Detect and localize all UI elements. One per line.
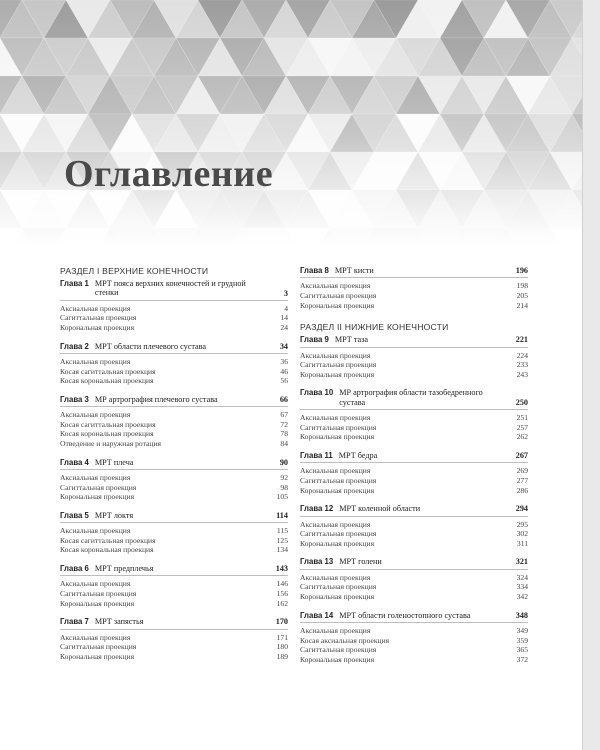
chapter-heading-row[interactable] xyxy=(60,342,288,354)
subentry-label: Сагиттальная проекция xyxy=(60,313,137,323)
chapter-title: МРТ предплечья xyxy=(94,564,154,574)
subentry-page-number: 372 xyxy=(516,654,528,664)
subentry-label: Сагиттальная проекция xyxy=(300,422,377,432)
toc-subentry[interactable] xyxy=(60,323,288,333)
chapter-page-number: 90 xyxy=(279,457,288,467)
toc-chapter xyxy=(60,395,288,449)
toc-chapter xyxy=(60,279,288,333)
subentry-page-number: 233 xyxy=(516,360,528,370)
subentry-page-number: 277 xyxy=(516,476,528,486)
subentry-label: Корональная проекция xyxy=(60,598,135,608)
subentry-page-number: 342 xyxy=(516,592,528,602)
subentry-label: Отведение и наружная ротация xyxy=(60,439,162,449)
toc-subentry[interactable] xyxy=(300,351,528,361)
toc-subentry[interactable] xyxy=(60,652,288,662)
toc-subentry[interactable] xyxy=(300,655,528,665)
subentry-label: Сагиттальная проекция xyxy=(60,642,137,652)
chapter-page-number: 221 xyxy=(515,335,528,345)
chapter-heading-row[interactable] xyxy=(60,511,288,523)
chapter-heading-row[interactable] xyxy=(300,451,528,463)
subentry-label: Косая сагиттальная проекция xyxy=(60,419,156,429)
chapter-title: МРТ бедра xyxy=(338,451,378,461)
toc-left-column xyxy=(60,266,288,670)
subentry-label: Сагиттальная проекция xyxy=(300,291,377,301)
subentry-label: Сагиттальная проекция xyxy=(300,582,377,592)
toc-subentry[interactable] xyxy=(60,410,288,420)
subentry-page-number: 24 xyxy=(280,323,288,333)
chapter-page-number: 267 xyxy=(515,451,528,461)
subentry-page-number: 251 xyxy=(516,413,528,423)
subentry-label: Корональная проекция xyxy=(300,369,375,379)
chapter-page-number: 143 xyxy=(275,564,288,574)
section-heading-upper-limbs: РАЗДЕЛ I ВЕРХНИЕ КОНЕЧНОСТИ xyxy=(60,266,209,276)
subentry-label: Сагиттальная проекция xyxy=(60,482,137,492)
section-heading-lower-limbs: РАЗДЕЛ II НИЖНИЕ КОНЕЧНОСТИ xyxy=(300,322,449,333)
chapter-heading-row[interactable] xyxy=(60,395,288,407)
subentry-page-number: 146 xyxy=(276,579,288,589)
subentry-page-number: 56 xyxy=(280,376,288,386)
subentry-page-number: 189 xyxy=(276,651,288,661)
subentry-page-number: 156 xyxy=(276,589,288,599)
chapter-number: Глава 12 xyxy=(300,504,334,514)
toc-subentry[interactable] xyxy=(60,492,288,502)
toc-chapter xyxy=(300,611,528,665)
toc-subentry[interactable] xyxy=(60,642,288,652)
toc-subentry[interactable] xyxy=(60,483,288,493)
toc-subentry[interactable] xyxy=(300,539,528,549)
toc-subentry[interactable] xyxy=(60,367,288,377)
subentry-page-number: 36 xyxy=(280,357,288,367)
subentry-page-number: 311 xyxy=(516,538,528,548)
toc-subentry[interactable] xyxy=(60,304,288,314)
page-title: Оглавление xyxy=(64,153,274,195)
subentry-page-number: 105 xyxy=(276,492,288,502)
chapter-number: Глава 11 xyxy=(300,451,333,461)
toc-subentry[interactable] xyxy=(300,432,528,442)
toc-chapter xyxy=(60,617,288,661)
chapter-number: Глава 1 xyxy=(60,279,89,288)
toc-subentry[interactable] xyxy=(300,301,528,311)
toc-subentry[interactable] xyxy=(60,429,288,439)
subentry-page-number: 205 xyxy=(516,291,528,301)
subentry-page-number: 67 xyxy=(280,410,288,420)
subentry-label: Аксиальная проекция xyxy=(60,632,131,642)
subentry-label: Корональная проекция xyxy=(60,492,135,502)
toc-subentry[interactable] xyxy=(300,370,528,380)
toc-chapter xyxy=(300,451,528,495)
subentry-label: Корональная проекция xyxy=(60,323,135,333)
toc-subentry[interactable] xyxy=(60,473,288,483)
chapter-title: МРТ запястья xyxy=(94,617,144,627)
subentry-page-number: 243 xyxy=(516,369,528,379)
subentry-label: Аксиальная проекция xyxy=(60,579,131,589)
subentry-label: Аксиальная проекция xyxy=(60,473,131,483)
chapter-title: МРТ голени xyxy=(339,557,382,567)
toc-right-column xyxy=(300,266,528,673)
chapter-number: Глава 7 xyxy=(60,617,89,627)
chapter-title: МРТ кисти xyxy=(334,266,374,275)
chapter-heading-row[interactable] xyxy=(60,279,288,301)
toc-subentry[interactable] xyxy=(60,589,288,599)
toc-subentry[interactable] xyxy=(300,520,528,530)
subentry-label: Корональная проекция xyxy=(300,592,375,602)
chapter-heading-row[interactable] xyxy=(300,335,528,347)
toc-subentry[interactable] xyxy=(60,313,288,323)
toc-subentry[interactable] xyxy=(60,545,288,555)
chapter-number: Глава 4 xyxy=(60,457,89,467)
subentry-page-number: 92 xyxy=(280,473,288,483)
subentry-label: Косая сагиттальная проекция xyxy=(60,535,156,545)
subentry-label: Аксиальная проекция xyxy=(300,413,371,423)
chapter-heading-row[interactable] xyxy=(300,504,528,516)
subentry-label: Аксиальная проекция xyxy=(300,626,371,636)
chapter-list-left xyxy=(60,279,288,661)
subentry-page-number: 269 xyxy=(516,466,528,476)
toc-subentry[interactable] xyxy=(60,599,288,609)
chapter-number: Глава 14 xyxy=(300,610,334,620)
chapter-number: Глава 6 xyxy=(60,564,89,574)
toc-subentry[interactable] xyxy=(60,357,288,367)
toc-subentry[interactable] xyxy=(300,413,528,423)
subentry-page-number: 46 xyxy=(280,366,288,376)
subentry-label: Сагиттальная проекция xyxy=(300,645,377,655)
toc-subentry[interactable] xyxy=(60,536,288,546)
subentry-page-number: 134 xyxy=(276,545,288,555)
subentry-page-number: 115 xyxy=(276,526,288,536)
subentry-page-number: 224 xyxy=(516,350,528,360)
subentry-label: Аксиальная проекция xyxy=(60,357,131,367)
subentry-page-number: 78 xyxy=(280,429,288,439)
chapter-title: МРТ таза xyxy=(334,335,369,345)
chapter-page-number: 114 xyxy=(276,510,288,520)
subentry-page-number: 162 xyxy=(276,598,288,608)
chapter-number: Глава 9 xyxy=(300,335,329,345)
toc-chapter xyxy=(300,388,528,442)
subentry-label: Аксиальная проекция xyxy=(60,410,131,420)
subentry-label: Аксиальная проекция xyxy=(300,572,371,582)
subentry-label: Косая корональная проекция xyxy=(60,429,154,439)
subentry-label: Корональная проекция xyxy=(300,654,375,664)
subentry-page-number: 286 xyxy=(516,485,528,495)
chapter-heading-row[interactable] xyxy=(60,458,288,470)
toc-chapter xyxy=(300,557,528,601)
toc-subentry[interactable] xyxy=(60,633,288,643)
chapter-title: МРТ области плечевого сустава xyxy=(94,341,207,351)
chapter-title: МРТ коленной области xyxy=(339,504,421,514)
chapter-page-number: 3 xyxy=(283,288,288,298)
subentry-page-number: 302 xyxy=(516,529,528,539)
subentry-page-number: 125 xyxy=(276,535,288,545)
subentry-page-number: 72 xyxy=(280,419,288,429)
chapter-title: МРТ локтя xyxy=(94,510,134,520)
toc-chapter xyxy=(300,266,528,310)
toc-subentry[interactable] xyxy=(60,579,288,589)
subentry-label: Аксиальная проекция xyxy=(300,350,371,360)
subentry-label: Корональная проекция xyxy=(60,651,135,661)
subentry-label: Сагиттальная проекция xyxy=(300,476,377,486)
chapter-heading-row[interactable] xyxy=(60,617,288,629)
toc-subentry[interactable] xyxy=(300,573,528,583)
chapter-title: МРТ области голеностопного сустава xyxy=(339,610,471,620)
subentry-page-number: 171 xyxy=(276,632,288,642)
chapter-list-right-top xyxy=(300,266,528,310)
subentry-label: Аксиальная проекция xyxy=(60,526,131,536)
toc-subentry[interactable] xyxy=(300,466,528,476)
chapter-number: Глава 10 xyxy=(300,388,334,398)
chapter-heading-row[interactable] xyxy=(60,564,288,576)
subentry-label: Корональная проекция xyxy=(300,538,375,548)
subentry-label: Косая сагиттальная проекция xyxy=(60,366,156,376)
toc-subentry[interactable] xyxy=(300,423,528,433)
subentry-page-number: 4 xyxy=(284,303,288,313)
subentry-label: Сагиттальная проекция xyxy=(60,589,137,599)
subentry-label: Косая корональная проекция xyxy=(60,545,154,555)
chapter-title: МРТ плеча xyxy=(94,457,134,467)
subentry-label: Сагиттальная проекция xyxy=(300,360,377,370)
toc-subentry[interactable] xyxy=(300,476,528,486)
chapter-page-number: 196 xyxy=(515,266,528,275)
chapter-heading-row[interactable] xyxy=(300,557,528,569)
toc-subentry[interactable] xyxy=(300,626,528,636)
toc-subentry[interactable] xyxy=(60,420,288,430)
toc-chapter xyxy=(60,342,288,386)
subentry-page-number: 365 xyxy=(516,645,528,655)
chapter-title: МР артрография области тазобедренного сустава xyxy=(339,388,483,407)
subentry-page-number: 295 xyxy=(516,519,528,529)
toc-chapter xyxy=(300,335,528,379)
subentry-page-number: 257 xyxy=(516,422,528,432)
chapter-heading-row[interactable] xyxy=(300,611,528,623)
header-banner xyxy=(0,0,582,245)
toc-subentry[interactable] xyxy=(300,281,528,291)
subentry-page-number: 198 xyxy=(516,281,528,291)
chapter-title: МРТ пояса верхних конечностей и грудной стенки xyxy=(94,279,246,298)
chapter-page-number: 34 xyxy=(279,341,288,351)
toc-chapter xyxy=(60,564,288,608)
subentry-label: Аксиальная проекция xyxy=(300,466,371,476)
toc-subentry[interactable] xyxy=(300,645,528,655)
chapter-page-number: 66 xyxy=(279,394,288,404)
toc-subentry[interactable] xyxy=(300,582,528,592)
subentry-label: Аксиальная проекция xyxy=(300,281,371,291)
chapter-page-number: 321 xyxy=(515,557,528,567)
toc-subentry[interactable] xyxy=(60,526,288,536)
toc-subentry[interactable] xyxy=(300,486,528,496)
chapter-number: Глава 13 xyxy=(300,557,334,567)
chapter-list-right xyxy=(300,335,528,664)
subentry-label: Корональная проекция xyxy=(300,300,375,310)
subentry-label: Аксиальная проекция xyxy=(300,519,371,529)
subentry-page-number: 262 xyxy=(516,432,528,442)
subentry-page-number: 14 xyxy=(280,313,288,323)
toc-chapter xyxy=(60,458,288,502)
chapter-heading-row[interactable] xyxy=(300,266,528,278)
subentry-page-number: 84 xyxy=(280,439,288,449)
toc-chapter xyxy=(60,511,288,555)
chapter-page-number: 250 xyxy=(515,398,528,408)
toc-subentry[interactable] xyxy=(300,291,528,301)
subentry-page-number: 359 xyxy=(516,635,528,645)
chapter-heading-row[interactable] xyxy=(300,388,528,410)
chapter-number: Глава 5 xyxy=(60,510,89,520)
toc-subentry[interactable] xyxy=(60,439,288,449)
chapter-page-number: 170 xyxy=(275,617,288,627)
chapter-page-number: 294 xyxy=(515,504,528,514)
toc-chapter xyxy=(300,504,528,548)
subentry-page-number: 324 xyxy=(516,572,528,582)
subentry-label: Косая аксиальная проекция xyxy=(300,635,390,645)
toc-subentry[interactable] xyxy=(300,529,528,539)
subentry-label: Корональная проекция xyxy=(300,432,375,442)
toc-subentry[interactable] xyxy=(60,376,288,386)
subentry-label: Сагиттальная проекция xyxy=(300,529,377,539)
chapter-number: Глава 3 xyxy=(60,394,89,404)
subentry-label: Корональная проекция xyxy=(300,485,375,495)
subentry-page-number: 214 xyxy=(516,300,528,310)
subentry-page-number: 98 xyxy=(280,482,288,492)
subentry-label: Косая корональная проекция xyxy=(60,376,154,386)
subentry-label: Аксиальная проекция xyxy=(60,303,131,313)
toc-subentry[interactable] xyxy=(300,636,528,646)
chapter-title: МР артрография плечевого сустава xyxy=(94,394,218,404)
chapter-page-number: 348 xyxy=(515,610,528,620)
toc-subentry[interactable] xyxy=(300,592,528,602)
subentry-page-number: 349 xyxy=(516,626,528,636)
page-edge xyxy=(582,0,600,750)
subentry-page-number: 334 xyxy=(516,582,528,592)
chapter-number: Глава 8 xyxy=(300,266,329,275)
chapter-number: Глава 2 xyxy=(60,341,89,351)
toc-subentry[interactable] xyxy=(300,360,528,370)
subentry-page-number: 180 xyxy=(276,642,288,652)
